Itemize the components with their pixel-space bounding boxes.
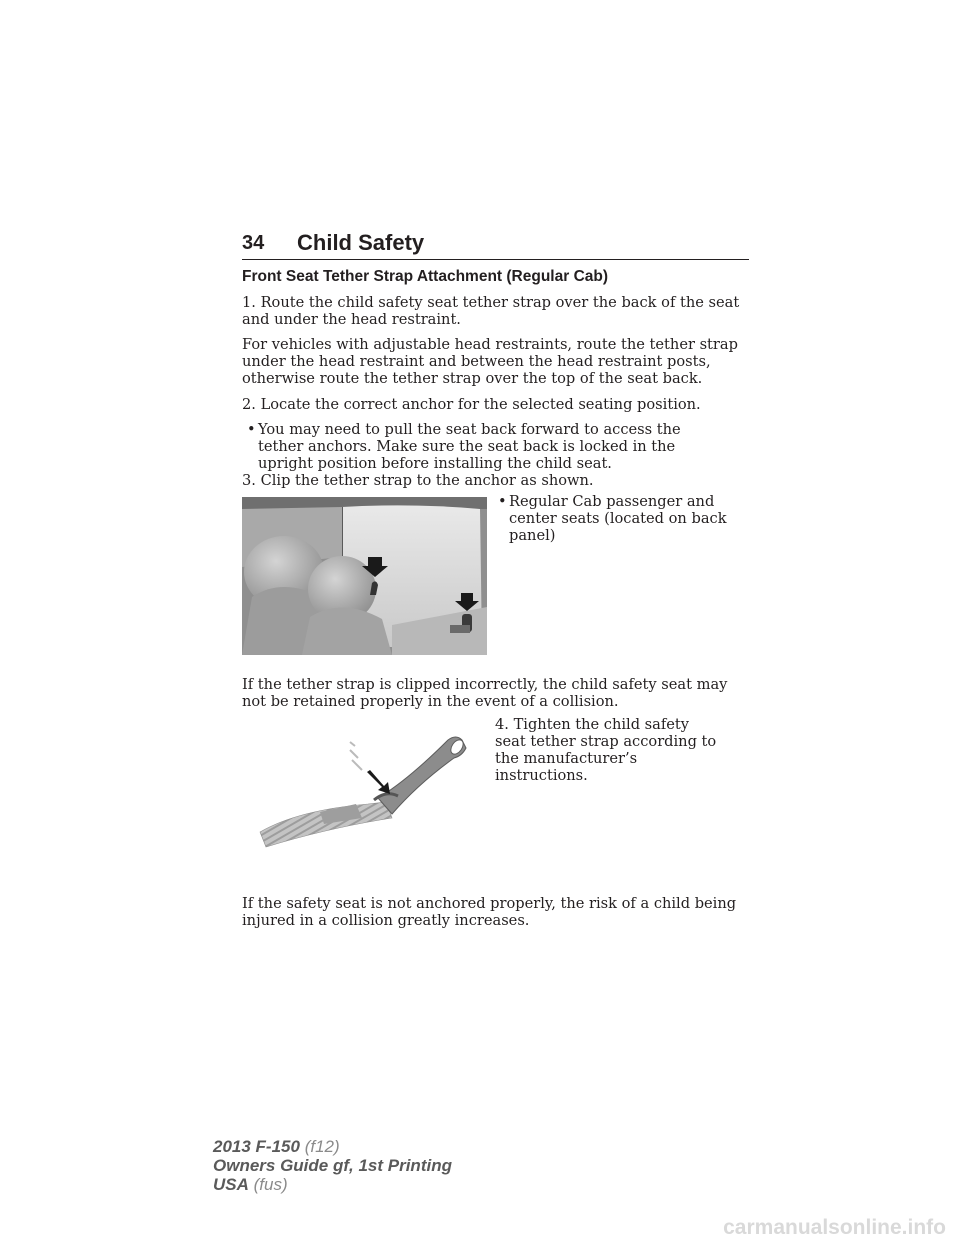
step-2-text: 2. Locate the correct anchor for the selected seating position. (242, 396, 701, 413)
step-4-text: 4. Tighten the child safety seat tether strap according to the manufacturer’s instructions. (495, 716, 717, 784)
watermark: carmanualsonline.info (723, 1216, 946, 1239)
adjustable-restraint-text: For vehicles with adjustable head restraints, route the tether strap under the head restraint and between the head restraint posts, otherwise route the tether strap over the top of the seat back. (242, 336, 738, 387)
footer-market (213, 1175, 288, 1194)
pull-arrow-icon (367, 770, 390, 794)
step-1-text: 1. Route the child safety seat tether strap over the back of the seat and under the head restraint. (242, 294, 740, 328)
bullet-icon: • (247, 421, 256, 438)
bullet-regular-cab (498, 493, 734, 544)
section-heading: Front Seat Tether Strap Attachment (Regular Cab) (242, 268, 609, 285)
footer-market-code: (fus) (253, 1175, 288, 1194)
bullet-seat-back-text: You may need to pull the seat back forward to access the tether anchors. Make sure the seat back is locked in the upright position before installing the child seat. (258, 421, 681, 472)
footer-model-name: 2013 F-150 (213, 1137, 300, 1156)
bullet-icon: • (498, 493, 507, 510)
footer-market-name: USA (213, 1175, 249, 1194)
page-title: Child Safety (297, 230, 425, 255)
bullet-seat-back (247, 421, 728, 472)
footer-model (213, 1137, 340, 1156)
page-number: 34 (242, 232, 265, 254)
tighten-strap-illustration (258, 732, 473, 850)
tether-anchor-illustration (242, 497, 487, 655)
bullet-regular-cab-text: Regular Cab passenger and center seats (located on back panel) (509, 493, 727, 544)
footer-model-code: (f12) (304, 1137, 340, 1156)
anchor-warning-text: If the safety seat is not anchored properly, the risk of a child being injured in a collision greatly increases. (242, 895, 737, 929)
header-divider (242, 259, 749, 260)
step-3-text: 3. Clip the tether strap to the anchor as shown. (242, 472, 594, 489)
footer-guide-text: Owners Guide gf, 1st Printing (213, 1156, 452, 1175)
footer-guide (213, 1156, 452, 1175)
clip-warning-text: If the tether strap is clipped incorrectly, the child safety seat may not be retained properly in the event of a collision. (242, 676, 728, 710)
